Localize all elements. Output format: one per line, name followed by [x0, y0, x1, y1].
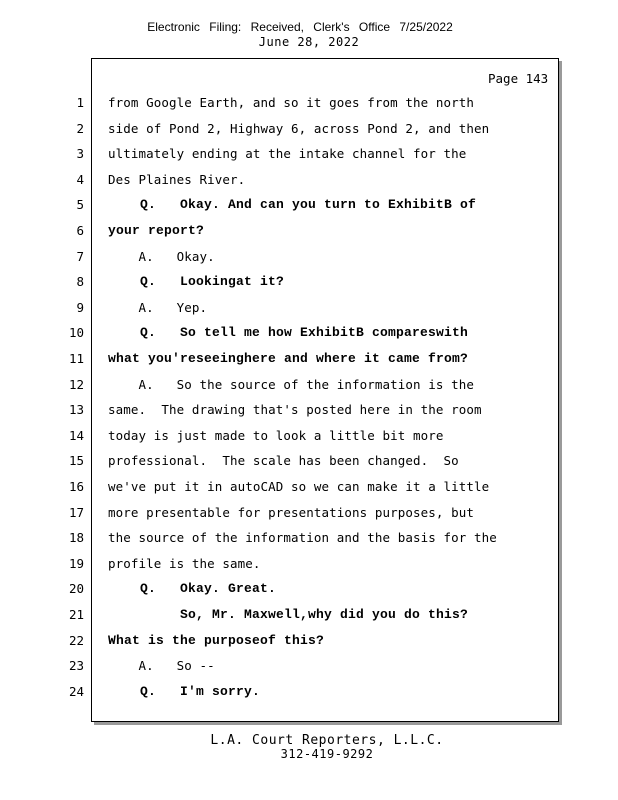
transcript-line [0, 249, 560, 269]
line-text: Q. Okay. Great. [108, 581, 277, 597]
line-number: 3 [76, 146, 84, 162]
line-number: 21 [68, 607, 84, 622]
transcript-line [0, 146, 560, 166]
transcript-line [0, 530, 560, 550]
line-number: 19 [68, 555, 84, 571]
line-text: Des Plaines River. [108, 171, 246, 187]
line-text: professional. The scale has been changed. So [108, 453, 459, 469]
line-text: ultimately ending at the intake channel for the [108, 146, 467, 162]
transcript-line [0, 223, 560, 243]
line-number: 12 [68, 376, 84, 392]
line-text: What is the purposeof this? [108, 632, 325, 648]
line-number: 22 [68, 632, 84, 648]
transcript-date: June 28, 2022 [258, 35, 360, 49]
line-text: Q. Okay. And can you turn to ExhibitB of [108, 197, 477, 213]
line-number: 17 [68, 504, 84, 520]
transcript-line [0, 402, 560, 422]
line-number: 23 [68, 658, 84, 674]
transcript-line [0, 121, 560, 141]
reporter-phone: 312-419-9292 [280, 747, 374, 761]
transcript-line [0, 428, 560, 448]
reporter-company: L.A. Court Reporters, L.L.C. [210, 733, 444, 748]
line-number: 10 [68, 325, 84, 341]
line-number: 16 [68, 479, 84, 494]
line-text: side of Pond 2, Highway 6, across Pond 2, and then [108, 120, 490, 136]
line-text: A. Okay. [108, 248, 215, 264]
transcript-line [0, 453, 560, 473]
transcript-line [0, 581, 560, 601]
line-text: same. The drawing that's posted here in the room [108, 402, 482, 418]
filing-stamp: Electronic Filing: Received, Clerk's Office 7/25/2022 [147, 20, 453, 34]
line-text: Q. I'm sorry. [108, 683, 261, 699]
line-number: 8 [76, 274, 84, 290]
line-text: from Google Earth, and so it goes from the north [108, 95, 475, 110]
transcript-line [0, 479, 560, 499]
page-number: Page 143 [488, 71, 549, 86]
transcript-line [0, 505, 560, 525]
transcript-line [0, 633, 560, 653]
line-text: more presentable for presentations purposes, but [108, 504, 475, 520]
line-number: 20 [68, 581, 84, 597]
line-number: 9 [76, 299, 84, 315]
line-text: today is just made to look a little bit more [108, 427, 444, 443]
line-number: 6 [76, 223, 84, 238]
line-text: the source of the information and the basis for the [108, 530, 497, 546]
line-text: profile is the same. [108, 555, 261, 571]
transcript-line [0, 95, 560, 115]
line-text: A. Yep. [108, 299, 208, 315]
line-number: 24 [68, 683, 84, 699]
line-text: A. So the source of the information is the [108, 376, 475, 392]
line-number: 14 [68, 427, 84, 443]
transcript-line [0, 325, 560, 345]
transcript-line [0, 607, 560, 627]
transcript-line [0, 684, 560, 704]
transcript-line [0, 556, 560, 576]
line-text: your report? [108, 223, 205, 238]
transcript-line [0, 197, 560, 217]
transcript-line [0, 377, 560, 397]
line-text: what you'reseeinghere and where it came from? [108, 351, 469, 366]
transcript-line [0, 172, 560, 192]
line-number: 4 [76, 171, 84, 187]
transcript-line [0, 658, 560, 678]
transcript-line [0, 274, 560, 294]
line-number: 13 [68, 402, 84, 418]
transcript-line [0, 300, 560, 320]
line-text: we've put it in autoCAD so we can make it a little [108, 479, 490, 494]
line-number: 15 [68, 453, 84, 469]
line-number: 18 [68, 530, 84, 546]
line-number: 2 [76, 120, 84, 136]
line-number: 5 [76, 197, 84, 213]
line-number: 11 [68, 351, 84, 366]
line-text: Q. Lookingat it? [108, 274, 285, 290]
line-number: 7 [76, 248, 84, 264]
line-text: A. So -- [108, 658, 215, 674]
line-number: 1 [76, 95, 84, 110]
line-text: Q. So tell me how ExhibitB compareswith [108, 325, 469, 341]
transcript-line [0, 351, 560, 371]
line-text: So, Mr. Maxwell,why did you do this? [108, 607, 469, 622]
